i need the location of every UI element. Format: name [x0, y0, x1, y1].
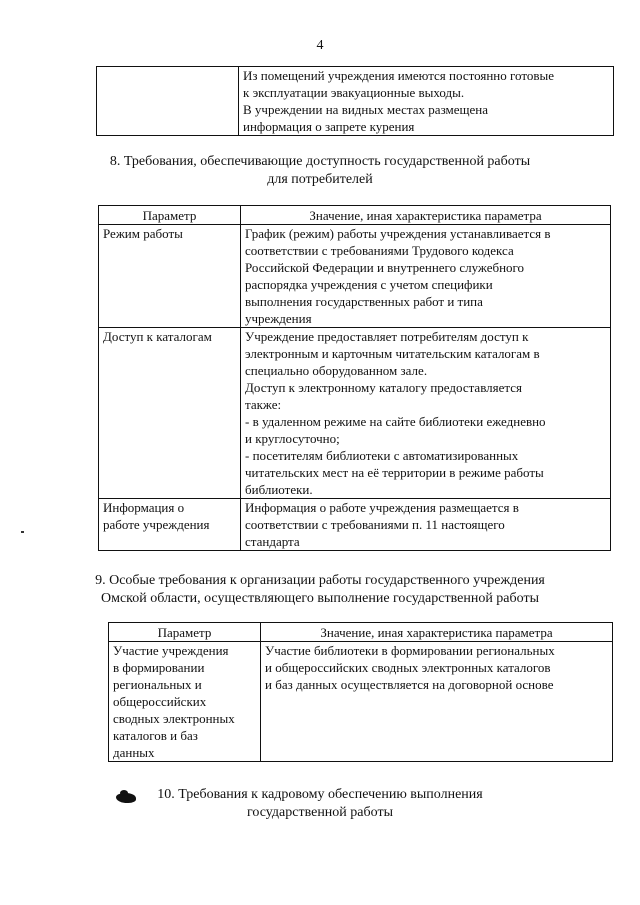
- table-cell-value: [239, 67, 614, 136]
- column-header-param: Параметр: [99, 206, 241, 225]
- text-line: соответствии с требованиями п. 11 настоящего: [245, 517, 505, 532]
- table-cell-value: [241, 225, 611, 328]
- table-row: [99, 328, 611, 499]
- table-cell-value: [261, 642, 613, 762]
- text-line: График (режим) работы учреждения устанавливается в: [245, 226, 551, 241]
- accessibility-table: [98, 205, 611, 551]
- text-line: Режим работы: [103, 226, 183, 241]
- text-line: стандарта: [245, 534, 300, 549]
- text-line: и баз данных осуществляется на договорной основе: [265, 677, 554, 692]
- text-line: каталогов и баз: [113, 728, 198, 743]
- text-line: также:: [245, 397, 282, 412]
- text-line: работе учреждения: [103, 517, 210, 532]
- heading-line: для потребителей: [267, 172, 373, 187]
- heading-line: 9. Особые требования к организации работы государственного учреждения: [95, 573, 545, 588]
- table-row: [99, 499, 611, 551]
- text-line: специально оборудованном зале.: [245, 363, 428, 378]
- text-line: Участие учреждения: [113, 643, 229, 658]
- text-line: данных: [113, 745, 155, 760]
- text-line: соответствии с требованиями Трудового кодекса: [245, 243, 514, 258]
- text-line: библиотеки.: [245, 482, 313, 497]
- section-8-heading: [0, 153, 640, 189]
- text-line: учреждения: [245, 311, 312, 326]
- table-row: [99, 225, 611, 328]
- table-cell-value: [241, 499, 611, 551]
- text-line: в формировании: [113, 660, 205, 675]
- text-line: распорядка учреждения с учетом специфики: [245, 277, 493, 292]
- section-10-heading: [0, 786, 640, 822]
- text-line: Доступ к каталогам: [103, 329, 212, 344]
- continued-table: [96, 66, 614, 136]
- text-line: - посетителям библиотеки с автоматизированных: [245, 448, 519, 463]
- text-line: и общероссийских сводных электронных каталогов: [265, 660, 551, 675]
- page-number: 4: [316, 38, 324, 53]
- text-line: сводных электронных: [113, 711, 235, 726]
- text-line: общероссийских: [113, 694, 207, 709]
- text-line: читательских мест на её территории в режиме работы: [245, 465, 544, 480]
- text-line: к эксплуатации эвакуационные выходы.: [243, 85, 465, 100]
- scan-speck: [21, 531, 24, 533]
- column-header-value: Значение, иная характеристика параметра: [241, 206, 611, 225]
- text-line: информация о запрете курения: [243, 119, 415, 134]
- table-cell-param: [97, 67, 239, 136]
- text-line: Информация о: [103, 500, 185, 515]
- text-line: электронным и карточным читательским каталогам в: [245, 346, 540, 361]
- text-line: региональных и: [113, 677, 202, 692]
- text-line: Из помещений учреждения имеются постоянно готовые: [243, 68, 554, 83]
- heading-line: 8. Требования, обеспечивающие доступность государственной работы: [109, 154, 531, 169]
- text-line: выполнения государственных работ и типа: [245, 294, 483, 309]
- text-line: В учреждении на видных местах размещена: [243, 102, 489, 117]
- text-line: Доступ к электронному каталогу предоставляется: [245, 380, 522, 395]
- table-header-row: [109, 623, 613, 642]
- heading-line: государственной работы: [247, 805, 393, 820]
- table-cell-param: [99, 225, 241, 328]
- text-line: - в удаленном режиме на сайте библиотеки ежедневно: [245, 414, 546, 429]
- text-line: и круглосуточно;: [245, 431, 340, 446]
- text-line: Учреждение предоставляет потребителям доступ к: [245, 329, 529, 344]
- table-cell-param: [99, 499, 241, 551]
- special-requirements-table: [108, 622, 613, 762]
- table-row: [109, 642, 613, 762]
- table-cell-param: [99, 328, 241, 499]
- table-cell-param: [109, 642, 261, 762]
- column-header-value: Значение, иная характеристика параметра: [261, 623, 613, 642]
- table-row: [97, 67, 614, 136]
- text-line: Российской Федерации и внутреннего служебного: [245, 260, 525, 275]
- text-line: Информация о работе учреждения размещается в: [245, 500, 519, 515]
- table-cell-value: [241, 328, 611, 499]
- heading-line: Омской области, осуществляющего выполнение государственной работы: [101, 591, 539, 606]
- section-9-heading: [0, 572, 640, 608]
- column-header-param: Параметр: [109, 623, 261, 642]
- text-line: Участие библиотеки в формировании региональных: [265, 643, 555, 658]
- table-header-row: [99, 206, 611, 225]
- heading-line: 10. Требования к кадровому обеспечению выполнения: [157, 787, 483, 802]
